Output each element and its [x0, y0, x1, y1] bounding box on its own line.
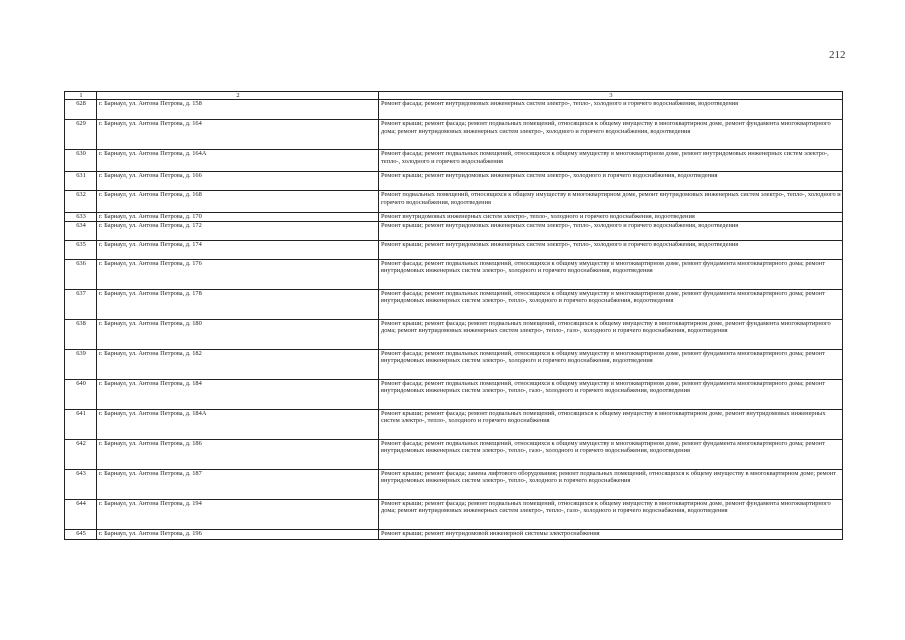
table-row [65, 319, 843, 349]
table-row [65, 240, 843, 259]
table-row [65, 289, 843, 319]
row-number-cell: 640 [65, 379, 97, 409]
page-number: 212 [829, 49, 846, 61]
table-row [65, 439, 843, 469]
row-number-cell: 642 [65, 439, 97, 469]
works-cell: Ремонт фасада; ремонт подвальных помещений, относящихся к общему имуществу в многоквартирном доме, ремонт фундамента многоквартирного дома; ремонт внутридомовых инженерных систем электро-, тепло-, холодного и горячего водоснабжения, водоотведения [379, 289, 843, 319]
works-cell: Ремонт фасада; ремонт внутридомовых инженерных систем электро-, тепло-, холодного и горячего водоснабжения, водоотведения [379, 100, 843, 120]
table-row [65, 191, 843, 213]
works-cell: Ремонт внутридомовых инженерных систем электро-, тепло-, холодного и горячего водоснабжения, водоотведения [379, 213, 843, 222]
works-cell: Ремонт крыши; ремонт внутридомовых инженерных систем электро-, тепло-, холодного и горячего водоснабжения, водоотведения [379, 221, 843, 240]
row-number-cell: 637 [65, 289, 97, 319]
works-cell: Ремонт фасада; ремонт подвальных помещений, относящихся к общему имуществу в многоквартирном доме, ремонт фундамента многоквартирного дома; ремонт внутридомовых инженерных систем электро-, холодного и горячего водоснабжения, водоотведения [379, 349, 843, 379]
address-cell: г. Барнаул, ул. Антона Петрова, д. 184А [97, 409, 379, 439]
row-number-cell: 634 [65, 221, 97, 240]
works-cell: Ремонт фасада; ремонт подвальных помещений, относящихся к общему имуществу в многоквартирном доме, ремонт фундамента многоквартирного дома; ремонт внутридомовых инженерных систем электро-, тепло-, газо-, холодного и горячего водоснабжения, водоотведения [379, 379, 843, 409]
row-number-cell: 630 [65, 150, 97, 172]
table-row [65, 150, 843, 172]
address-cell: г. Барнаул, ул. Антона Петрова, д. 172 [97, 221, 379, 240]
address-cell: г. Барнаул, ул. Антона Петрова, д. 166 [97, 172, 379, 191]
address-cell: г. Барнаул, ул. Антона Петрова, д. 184 [97, 379, 379, 409]
works-cell: Ремонт крыши; ремонт фасада; ремонт подвальных помещений, относящихся к общему имуществу в многоквартирном доме, ремонт фундамента многоквартирного дома; ремонт внутридомовых инженерных систем электро-, тепло-, газо-, холодного и горячего водоснабжения, водоотведения [379, 499, 843, 529]
table-row [65, 529, 843, 539]
repair-schedule-table [64, 91, 843, 540]
table-row [65, 100, 843, 120]
works-cell: Ремонт крыши; ремонт фасада; ремонт подвальных помещений, относящихся к общему имуществу в многоквартирном доме, ремонт фундамента многоквартирного дома; ремонт внутридомовых инженерных систем электро-, тепло-, газо-, холодного и горячего водоснабжения, водоотведения [379, 319, 843, 349]
address-cell: г. Барнаул, ул. Антона Петрова, д. 182 [97, 349, 379, 379]
table-row [65, 409, 843, 439]
row-number-cell: 631 [65, 172, 97, 191]
table-row [65, 221, 843, 240]
row-number-cell: 629 [65, 120, 97, 150]
row-number-cell: 633 [65, 213, 97, 222]
works-cell: Ремонт фасада; ремонт подвальных помещений, относящихся к общему имуществу в многоквартирном доме, ремонт фундамента многоквартирного дома; ремонт внутридомовых инженерных систем электро-, холодного и горячего водоснабжения, водоотведения [379, 259, 843, 289]
works-cell: Ремонт фасада; ремонт подвальных помещений, относящихся к общему имуществу в многоквартирном доме, ремонт фундамента многоквартирного дома; ремонт внутридомовых инженерных систем электро-, тепло-, газо-, холодного и горячего водоснабжения, водоотведения [379, 439, 843, 469]
works-cell: Ремонт фасада; ремонт подвальных помещений, относящихся к общему имуществу в многоквартирном доме, ремонт внутридомовых инженерных систем электро-, тепло-, холодного и горячего водоснабжения [379, 150, 843, 172]
address-cell: г. Барнаул, ул. Антона Петрова, д. 187 [97, 469, 379, 499]
row-number-cell: 644 [65, 499, 97, 529]
address-cell: г. Барнаул, ул. Антона Петрова, д. 180 [97, 319, 379, 349]
address-cell: г. Барнаул, ул. Антона Петрова, д. 176 [97, 259, 379, 289]
row-number-cell: 641 [65, 409, 97, 439]
table-row [65, 349, 843, 379]
address-cell: г. Барнаул, ул. Антона Петрова, д. 194 [97, 499, 379, 529]
row-number-cell: 645 [65, 529, 97, 539]
table-row [65, 259, 843, 289]
row-number-cell: 638 [65, 319, 97, 349]
table-row [65, 499, 843, 529]
works-cell: Ремонт подвальных помещений, относящихся к общему имуществу в многоквартирном доме, ремонт внутридомовых инженерных систем электро-, тепло-, холодного и горячего водоснабжения, водоотведения [379, 191, 843, 213]
works-cell: Ремонт крыши; ремонт внутридомовой инженерной системы электроснабжения [379, 529, 843, 539]
column-header-works: 3 [379, 92, 843, 100]
row-number-cell: 635 [65, 240, 97, 259]
table-row [65, 172, 843, 191]
row-number-cell: 636 [65, 259, 97, 289]
works-cell: Ремонт крыши; ремонт фасада; ремонт подвальных помещений, относящихся к общему имуществу в многоквартирном доме, ремонт внутридомовых инженерных систем электро-, тепло-, холодного и горячего водоснабжения [379, 409, 843, 439]
table-row [65, 379, 843, 409]
row-number-cell: 632 [65, 191, 97, 213]
row-number-cell: 639 [65, 349, 97, 379]
address-cell: г. Барнаул, ул. Антона Петрова, д. 168 [97, 191, 379, 213]
table-body [65, 100, 843, 540]
works-cell: Ремонт крыши; ремонт фасада; ремонт подвальных помещений, относящихся к общему имуществу в многоквартирном доме, ремонт фундамента многоквартирного дома; ремонт внутридомовых инженерных систем электро-, холодного и горячего водоснабжения, водоотведения [379, 120, 843, 150]
address-cell: г. Барнаул, ул. Антона Петрова, д. 186 [97, 439, 379, 469]
address-cell: г. Барнаул, ул. Антона Петрова, д. 170 [97, 213, 379, 222]
table-row [65, 213, 843, 222]
column-header-number: 1 [65, 92, 97, 100]
address-cell: г. Барнаул, ул. Антона Петрова, д. 164А [97, 150, 379, 172]
address-cell: г. Барнаул, ул. Антона Петрова, д. 164 [97, 120, 379, 150]
row-number-cell: 643 [65, 469, 97, 499]
row-number-cell: 628 [65, 100, 97, 120]
column-header-address: 2 [97, 92, 379, 100]
table-row [65, 120, 843, 150]
table-row [65, 469, 843, 499]
address-cell: г. Барнаул, ул. Антона Петрова, д. 174 [97, 240, 379, 259]
address-cell: г. Барнаул, ул. Антона Петрова, д. 178 [97, 289, 379, 319]
works-cell: Ремонт крыши; ремонт внутридомовых инженерных систем электро-, тепло-, холодного и горячего водоснабжения, водоотведения [379, 240, 843, 259]
table-header-row [65, 92, 843, 100]
address-cell: г. Барнаул, ул. Антона Петрова, д. 196 [97, 529, 379, 539]
address-cell: г. Барнаул, ул. Антона Петрова, д. 158 [97, 100, 379, 120]
works-cell: Ремонт крыши; ремонт внутридомовых инженерных систем электро-, холодного и горячего водоснабжения, водоотведения [379, 172, 843, 191]
works-cell: Ремонт крыши; ремонт фасада; замена лифтового оборудования; ремонт подвальных помещений, относящихся к общему имуществу в многоквартирном доме; ремонт внутридомовых инженерных систем электро-, тепло-, холодного и горячего водоснабжения [379, 469, 843, 499]
